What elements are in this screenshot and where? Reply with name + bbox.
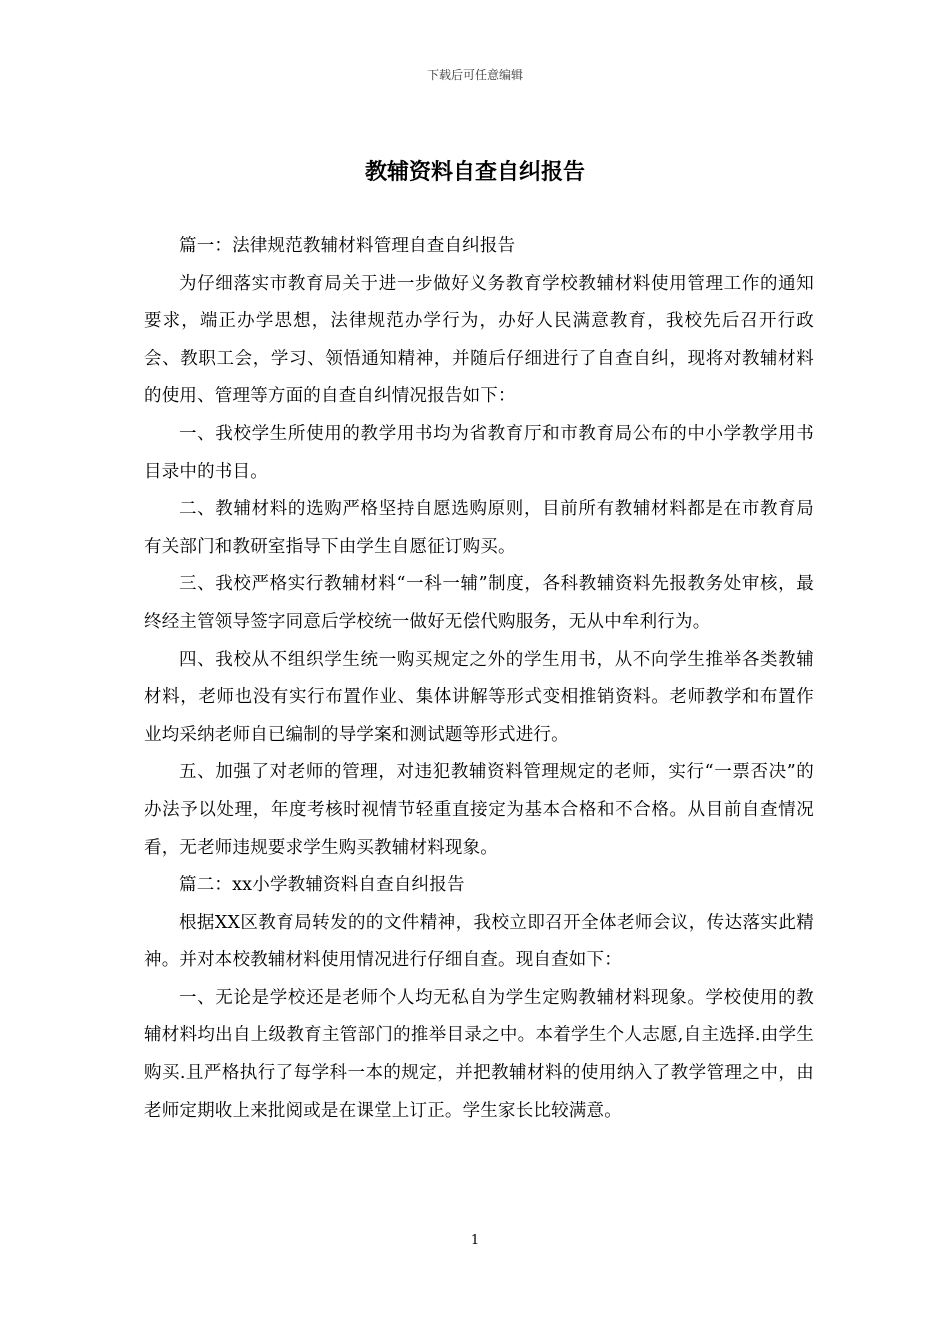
- document-body: [144, 228, 814, 1130]
- page-number: 1: [470, 1233, 480, 1248]
- paragraph: 篇二：xx小学教辅资料自查自纠报告: [179, 875, 465, 896]
- paragraph: 三、我校严格实行教辅材料“一科一辅”制度，各科教辅资料先报教务处审核，最终经主管领导签字同意后学校统一做好无偿代购服务，无从中牟利行为。: [144, 574, 814, 632]
- paragraph: 一、无论是学校还是老师个人均无私自为学生定购教辅材料现象。学校使用的教辅材料均出自上级教育主管部门的推举目录之中。本着学生个人志愿,自主选择.由学生购买.且严格执行了每学科一本的规定，并把教辅材料的使用纳入了教学管理之中，由老师定期收上来批阅或是在课堂上订正。学生家长比较满意。: [144, 987, 814, 1121]
- paragraph: 二、教辅材料的选购严格坚持自愿选购原则，目前所有教辅材料都是在市教育局有关部门和教研室指导下由学生自愿征订购买。: [144, 499, 814, 557]
- paragraph: 四、我校从不组织学生统一购买规定之外的学生用书，从不向学生推举各类教辅材料，老师也没有实行布置作业、集体讲解等形式变相推销资料。老师教学和布置作业均采纳老师自已编制的导学案和测试题等形式进行。: [144, 649, 814, 745]
- paragraph: 根据XX区教育局转发的的文件精神，我校立即召开全体老师会议，传达落实此精神。并对本校教辅材料使用情况进行仔细自查。现自查如下：: [144, 912, 814, 971]
- document-title: 教辅资料自查自纠报告: [364, 160, 585, 185]
- paragraph: 篇一：法律规范教辅材料管理自查自纠报告: [179, 236, 516, 256]
- header-note: 下载后可任意编辑: [426, 68, 523, 82]
- paragraph: 一、我校学生所使用的教学用书均为省教育厅和市教育局公布的中小学教学用书目录中的书目。: [144, 423, 814, 482]
- paragraph: 五、加强了对老师的管理，对违犯教辅资料管理规定的老师，实行“一票否决”的办法予以处理，年度考核时视情节轻重直接定为基本合格和不合格。从目前自查情况看，无老师违规要求学生购买教辅材料现象。: [144, 762, 814, 858]
- paragraph: 为仔细落实市教育局关于进一步做好义务教育学校教辅材料使用管理工作的通知要求，端正办学思想，法律规范办学行为，办好人民满意教育，我校先后召开行政会、教职工会，学习、领悟通知精神，并随后仔细进行了自查自纠，现将对教辅材料的使用、管理等方面的自查自纠情况报告如下：: [144, 273, 814, 407]
